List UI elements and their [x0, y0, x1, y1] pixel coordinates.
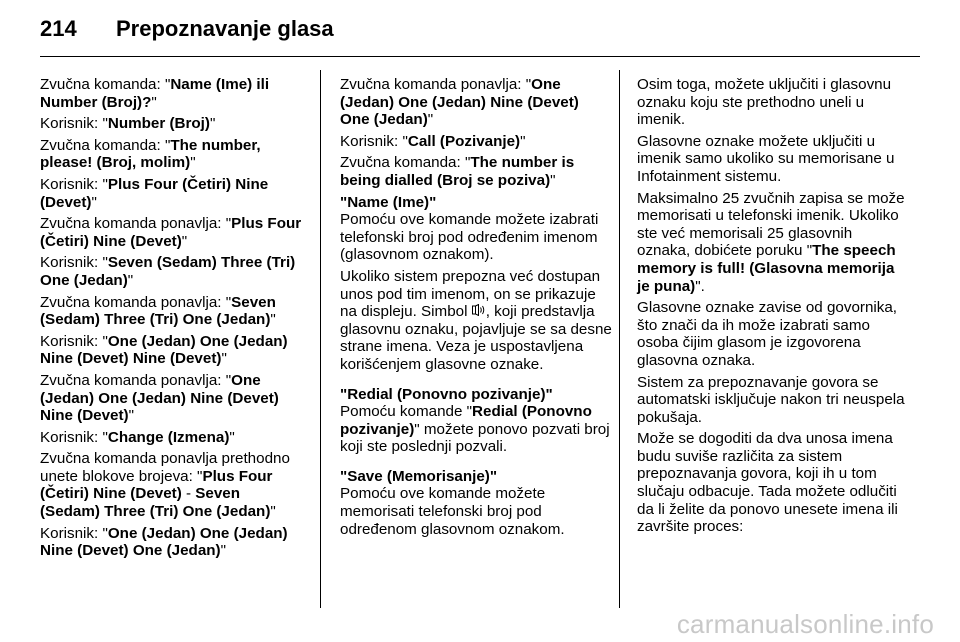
- paragraph: Može se dogoditi da dva unosa imena budu suviše različita za sistem prepoznavanja govora, koji ih u tom slučaju odbacuje. Tada možete odlučiti da li želite da ponovo unesete imena ili završite proces:: [637, 430, 898, 536]
- page-title: Prepoznavanje glasa: [116, 16, 334, 41]
- section-text: Pomoću ove komande možete memorisati telefonski broj pod određenom glasovnom oznakom.: [340, 485, 565, 538]
- dialog-line: Korisnik: "Plus Four (Četiri) Nine (Devet)": [40, 175, 269, 211]
- save-section: [340, 468, 612, 538]
- redial-section: "Redial (Ponovno pozivanje)" Pomoću komande "Redial (Ponovno pozivanje)" možete ponovo pozvati broj koji ste poslednji pozvali.: [340, 386, 612, 456]
- dialog-line: Zvučna komanda ponavlja: "One (Jedan) One (Jedan) Nine (Devet) One (Jedan)": [340, 76, 579, 129]
- dialog-line: Zvučna komanda ponavlja prethodno unete blokove brojeva: "Plus Four (Četiri) Nine (Devet) - Seven (Sedam) Three (Tri) One (Jedan)": [40, 450, 290, 521]
- section-text: Pomoću ove komande možete izabrati telefonski broj pod određenim imenom (glasovnom oznakom).: [340, 211, 599, 264]
- dialog-line: Zvučna komanda ponavlja: "One (Jedan) One (Jedan) Nine (Devet) Nine (Devet)": [40, 371, 279, 425]
- column-divider: [619, 70, 620, 608]
- dialog-line: Korisnik: "Call (Pozivanje)": [340, 132, 526, 150]
- dialog-line: Korisnik: "One (Jedan) One (Jedan) Nine (Devet) Nine (Devet)": [40, 332, 288, 368]
- header-rule: [40, 56, 920, 57]
- dialog-line: Zvučna komanda: "Name (Ime) ili Number (Broj)?": [40, 76, 270, 111]
- symbol-paragraph: Ukoliko sistem prepozna već dostupan unos pod tim imenom, on se prikazuje na displeju. Simbol , koji predstavlja glasovnu oznaku, pojavljuje se sa desne strane imena. Veza je uspostavljena korišćenjem glasovne oznake.: [340, 267, 612, 373]
- page-number: 214: [40, 16, 77, 41]
- column-2: [340, 76, 612, 550]
- section-heading: "Save (Memorisanje)": [340, 467, 498, 485]
- paragraph: Sistem za prepoznavanje govora se automatski isključuje nakon tri neuspela pokušaja.: [637, 373, 905, 426]
- name-section: [340, 194, 612, 264]
- column-divider: [320, 70, 321, 608]
- paragraph: Maksimalno 25 zvučnih zapisa se može memorisati u telefonski imenik. Ukoliko ste već memorisali 25 glasovnih oznaka, dobićete poruku "The speech memory is full! (Glasovna memorija je puna)".: [637, 189, 905, 295]
- column-3: [637, 76, 907, 540]
- dialog-line: Korisnik: "Change (Izmena)": [40, 428, 235, 446]
- paragraph: Glasovne oznake možete uključiti u imenik samo ukoliko su memorisane u Infotainment sistemu.: [637, 132, 895, 185]
- section-heading: "Name (Ime)": [340, 193, 437, 211]
- page-header: [40, 16, 334, 50]
- column-1: [40, 76, 302, 564]
- dialog-line: Zvučna komanda: "The number, please! (Broj, molim)": [40, 136, 261, 172]
- dialog-line: Korisnik: "Seven (Sedam) Three (Tri) One (Jedan)": [40, 254, 296, 289]
- dialog-line: Korisnik: "Number (Broj)": [40, 115, 216, 133]
- dialog-line: Zvučna komanda: "The number is being dialled (Broj se poziva)": [340, 154, 575, 189]
- paragraph: Glasovne oznake zavise od govornika, što znači da ih može izabrati samo osoba čijim glasom je izgovorena glasovna oznaka.: [637, 299, 898, 369]
- watermark: carmanualsonline.info: [676, 609, 934, 639]
- dialog-line: Zvučna komanda ponavlja: "Plus Four (Četiri) Nine (Devet)": [40, 215, 302, 250]
- dialog-line: Zvučna komanda ponavlja: "Seven (Sedam) Three (Tri) One (Jedan)": [40, 293, 276, 329]
- section-heading: "Redial (Ponovno pozivanje)": [340, 385, 553, 403]
- dialog-line: Korisnik: "One (Jedan) One (Jedan) Nine (Devet) One (Jedan)": [40, 524, 288, 560]
- voice-tag-icon: [472, 303, 486, 321]
- paragraph: Osim toga, možete uključiti i glasovnu oznaku koju ste prethodno uneli u imenik.: [637, 76, 892, 129]
